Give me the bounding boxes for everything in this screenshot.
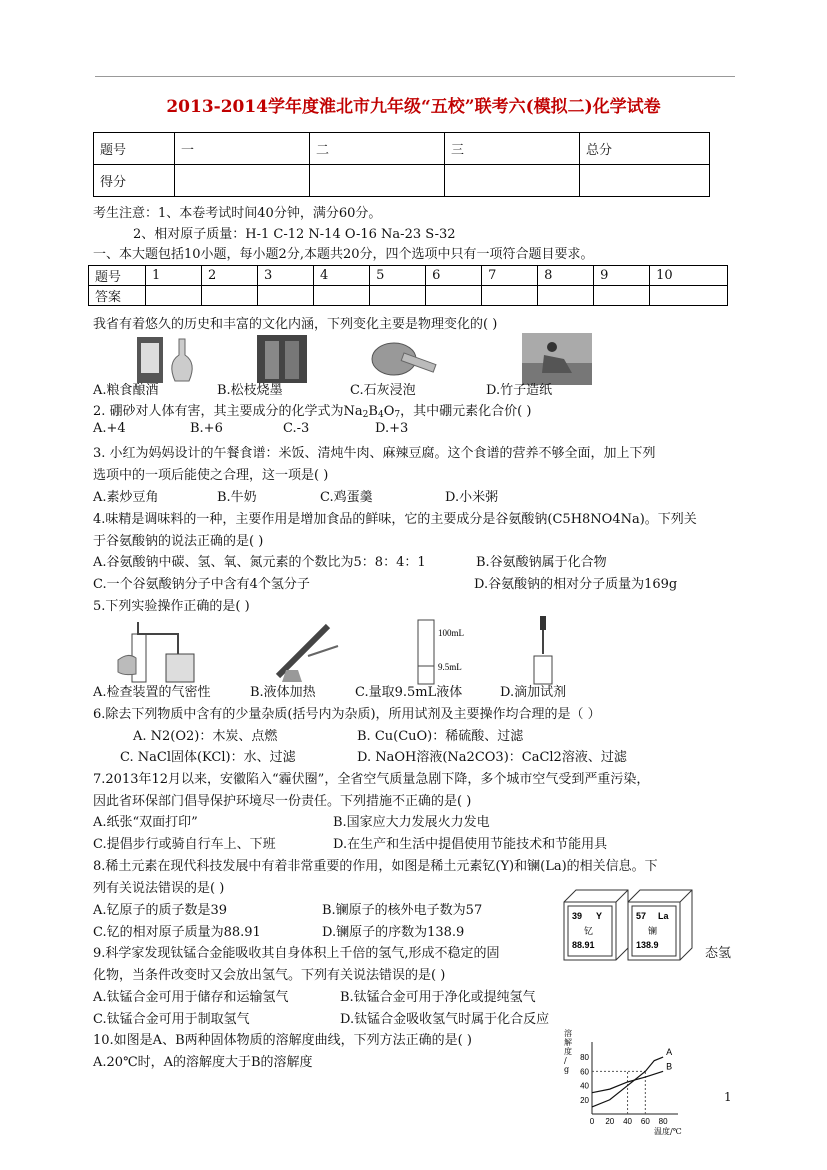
answer-row-label: 答案 <box>89 286 146 306</box>
dropper-apparatus <box>526 614 566 686</box>
q5-option-d: D.滴加试剂 <box>500 685 567 700</box>
notice-line-2: 2、相对原子质量：H-1 C-12 N-14 O-16 Na-23 S-32 <box>133 227 456 242</box>
score-header-cell: 二 <box>310 133 445 165</box>
yttrium-number: 39 <box>572 911 583 921</box>
lanthanum-symbol: La <box>658 911 669 921</box>
answer-cell[interactable] <box>146 286 202 306</box>
q8-option-b: B.镧原子的核外电子数为57 <box>322 903 483 918</box>
cylinder-label-9-5ml: 9.5mL <box>438 662 462 672</box>
answer-cell[interactable] <box>594 286 650 306</box>
q2-stem-b: B <box>368 404 378 419</box>
q9-option-c: C.钛锰合金可用于制取氢气 <box>93 1012 250 1027</box>
q2-option-b: B.+6 <box>190 421 223 436</box>
q6-stem: 6.除去下列物质中含有的少量杂质(括号内为杂质)，所用试剂及主要操作均合理的是（ ） <box>93 707 601 722</box>
q9-line-1-end: 态氢 <box>705 946 732 961</box>
y-axis-label-char: 溶 <box>564 1029 572 1038</box>
x-tick-label: 60 <box>640 1117 650 1126</box>
q3-line-1: 3. 小红为妈妈设计的午餐食谱：米饭、清炖牛肉、麻辣豆腐。这个食谱的营养不够全面，加上下列 <box>93 446 656 461</box>
answer-cell[interactable] <box>482 286 538 306</box>
q7-option-d: D.在生产和生活中提倡使用节能技术和节能用具 <box>333 837 608 852</box>
answer-header-cell: 8 <box>538 266 594 286</box>
q4-option-c: C.一个谷氨酸钠分子中含有4个氢分子 <box>93 577 310 592</box>
answer-header-cell: 7 <box>482 266 538 286</box>
yttrium-card <box>564 890 628 960</box>
y-axis-label-char: g <box>564 1065 570 1074</box>
q10-stem: 10.如图是A、B两种固体物质的溶解度曲线，下列方法正确的是( ) <box>93 1033 472 1048</box>
header-rule <box>95 76 735 77</box>
q4-option-b: B.谷氨酸钠属于化合物 <box>476 555 607 570</box>
liquor-bottle-image <box>135 333 205 385</box>
q9-option-b: B.钛锰合金可用于净化或提纯氢气 <box>340 990 536 1005</box>
x-tick-label: 80 <box>658 1117 668 1126</box>
x-tick-label: 0 <box>589 1117 595 1126</box>
answer-header-cell: 6 <box>426 266 482 286</box>
q3-option-a: A.素炒豆角 <box>93 490 159 505</box>
score-input-cell[interactable] <box>175 165 310 197</box>
score-table <box>93 132 710 197</box>
notice-line-1: 考生注意：1、本卷考试时间40分钟，满分60分。 <box>93 206 382 221</box>
q3-option-d: D.小米粥 <box>445 490 499 505</box>
x-tick-label: 40 <box>623 1117 633 1126</box>
q6-option-d: D. NaOH溶液(Na2CO3)：CaCl2溶液、过滤 <box>357 750 627 765</box>
y-tick-label: 20 <box>580 1095 589 1105</box>
q1-option-d: D.竹子造纸 <box>486 383 553 398</box>
y-axis-label-char: 度 <box>564 1047 572 1056</box>
answer-cell[interactable] <box>538 286 594 306</box>
q8-option-d: D.镧原子的序数为138.9 <box>322 925 465 940</box>
q2-option-a: A.+4 <box>93 421 126 436</box>
answer-header-cell: 3 <box>258 266 314 286</box>
q3-option-c: C.鸡蛋羹 <box>320 490 373 505</box>
lanthanum-mass: 138.9 <box>636 940 659 950</box>
y-tick-label: 60 <box>580 1067 589 1077</box>
page-number: 1 <box>724 1090 732 1104</box>
section-1-heading: 一、本大题包括10小题，每小题2分,本题共20分，四个选项中只有一项符合题目要求。 <box>93 247 594 262</box>
series-label-b: B <box>666 1061 673 1072</box>
q7-line-1: 7.2013年12月以来，安徽陷入“霾伏圈”，全省空气质量急剧下降，多个城市空气受到严重污染， <box>93 772 650 787</box>
q6-option-a: A. N2(O2)：木炭、点燃 <box>133 729 278 744</box>
q8-line-2: 列有关说法错误的是( ) <box>93 881 225 896</box>
answer-header-cell: 4 <box>314 266 370 286</box>
exam-title: 2013-2014学年度淮北市九年级“五校”联考六(模拟二)化学试卷 <box>166 97 661 117</box>
q5-option-c: C.量取9.5mL液体 <box>355 685 463 700</box>
y-axis-label-char: / <box>564 1056 567 1065</box>
q9-line-1: 9.科学家发现钛锰合金能吸收其自身体积上千倍的氢气,形成不稳定的固 <box>93 946 500 961</box>
x-axis-label: 温度/℃ <box>654 1127 682 1136</box>
answer-cell[interactable] <box>426 286 482 306</box>
q6-option-b: B. Cu(CuO)：稀硫酸、过滤 <box>357 729 524 744</box>
q9-line-2: 化物，当条件改变时又会放出氢气。下列有关说法错误的是( ) <box>93 968 446 983</box>
paper-making-image <box>522 333 592 385</box>
element-cards-figure <box>562 888 694 962</box>
q8-option-c: C.钇的相对原子质量为88.91 <box>93 925 261 940</box>
q4-option-d: D.谷氨酸钠的相对分子质量为169g <box>474 577 678 592</box>
q2-sub-3: 7 <box>394 410 401 420</box>
score-header-cell: 总分 <box>580 133 710 165</box>
q4-line-1: 4.味精是调味料的一种，主要作用是增加食品的鲜味，它的主要成分是谷氨酸钠(C5H8NO4Na)。下列关 <box>93 512 697 527</box>
q1-option-b: B.松枝烧墨 <box>217 383 283 398</box>
q8-line-1: 8.稀土元素在现代科技发展中有着非常重要的作用，如图是稀土元素钇(Y)和镧(La)的相关信息。下 <box>93 859 658 874</box>
q2-stem-a: 2. 硼砂对人体有害，其主要成分的化学式为Na <box>93 404 363 419</box>
q7-line-2: 因此省环保部门倡导保护环境尽一份责任。下列措施不正确的是( ) <box>93 794 472 809</box>
q3-line-2: 选项中的一项后能使之合理，这一项是( ) <box>93 468 329 483</box>
q4-line-2: 于谷氨酸钠的说法正确的是( ) <box>93 534 264 549</box>
y-axis-label <box>564 1028 572 1074</box>
score-header-cell: 三 <box>445 133 580 165</box>
score-input-cell[interactable] <box>310 165 445 197</box>
answer-table <box>88 265 728 306</box>
score-row-label: 得分 <box>94 165 175 197</box>
score-header-cell: 一 <box>175 133 310 165</box>
answer-cell[interactable] <box>314 286 370 306</box>
lanthanum-name: 镧 <box>648 927 658 937</box>
q1-option-c: C.石灰浸泡 <box>350 383 416 398</box>
q7-option-c: C.提倡步行或骑自行车上、下班 <box>93 837 276 852</box>
q5-option-a: A.检查装置的气密性 <box>93 685 211 700</box>
score-input-cell[interactable] <box>580 165 710 197</box>
answer-cell[interactable] <box>650 286 728 306</box>
answer-cell[interactable] <box>202 286 258 306</box>
q7-option-b: B.国家应大力发展火力发电 <box>333 815 490 830</box>
q6-option-c: C. NaCl固体(KCl)：水、过滤 <box>120 750 296 765</box>
y-tick-label: 80 <box>580 1053 589 1063</box>
graduated-cylinder <box>406 618 496 686</box>
score-header-cell: 题号 <box>94 133 175 165</box>
answer-header-cell: 10 <box>650 266 728 286</box>
ink-stick-image <box>255 333 310 385</box>
answer-header-cell: 5 <box>370 266 426 286</box>
solubility-chart <box>558 1029 708 1136</box>
liquid-heating-apparatus <box>268 616 348 684</box>
q4-option-a: A.谷氨酸钠中碳、氢、氧、氮元素的个数比为5：8：4：1 <box>93 555 426 570</box>
cylinder-label-100ml: 100mL <box>438 628 464 638</box>
answer-header-cell: 1 <box>146 266 202 286</box>
answer-header-cell: 2 <box>202 266 258 286</box>
q2-stem <box>93 400 531 420</box>
q10-option-a: A.20℃时，A的溶解度大于B的溶解度 <box>93 1055 313 1070</box>
q2-sub-1: 2 <box>362 410 369 420</box>
answer-header-cell: 题号 <box>89 266 146 286</box>
q5-stem: 5.下列实验操作正确的是( ) <box>93 599 250 614</box>
yttrium-symbol: Y <box>596 911 603 921</box>
y-tick-label: 40 <box>580 1081 589 1091</box>
score-input-cell[interactable] <box>445 165 580 197</box>
q3-option-b: B.牛奶 <box>217 490 257 505</box>
q7-option-a: A.纸张“双面打印” <box>93 815 198 830</box>
q9-option-d: D.钛锰合金吸收氢气时属于化合反应 <box>340 1012 550 1027</box>
yttrium-mass: 88.91 <box>572 940 595 950</box>
answer-header-cell: 9 <box>594 266 650 286</box>
q8-option-a: A.钇原子的质子数是39 <box>93 903 228 918</box>
airtight-check-apparatus <box>118 614 208 684</box>
y-axis-label-char: 解 <box>564 1038 572 1047</box>
q2-sub-2: 4 <box>377 410 384 420</box>
q1-option-a: A.粮食酿酒 <box>93 383 159 398</box>
lanthanum-card <box>628 890 692 960</box>
lime-tool-image <box>370 333 440 385</box>
answer-cell[interactable] <box>370 286 426 306</box>
q1-stem: 我省有着悠久的历史和丰富的文化内涵，下列变化主要是物理变化的( ) <box>93 317 498 332</box>
q2-stem-c: O <box>383 404 395 419</box>
yttrium-name: 钇 <box>584 927 594 937</box>
series-label-a: A <box>666 1047 673 1058</box>
q2-option-d: D.+3 <box>375 421 409 436</box>
q2-stem-d: ，其中硼元素化合价( ) <box>400 404 532 419</box>
answer-cell[interactable] <box>258 286 314 306</box>
lanthanum-number: 57 <box>636 911 647 921</box>
q5-option-b: B.液体加热 <box>250 685 316 700</box>
x-tick-label: 20 <box>605 1117 615 1126</box>
q2-option-c: C.-3 <box>283 421 310 436</box>
q9-option-a: A.钛锰合金可用于储存和运输氢气 <box>93 990 289 1005</box>
